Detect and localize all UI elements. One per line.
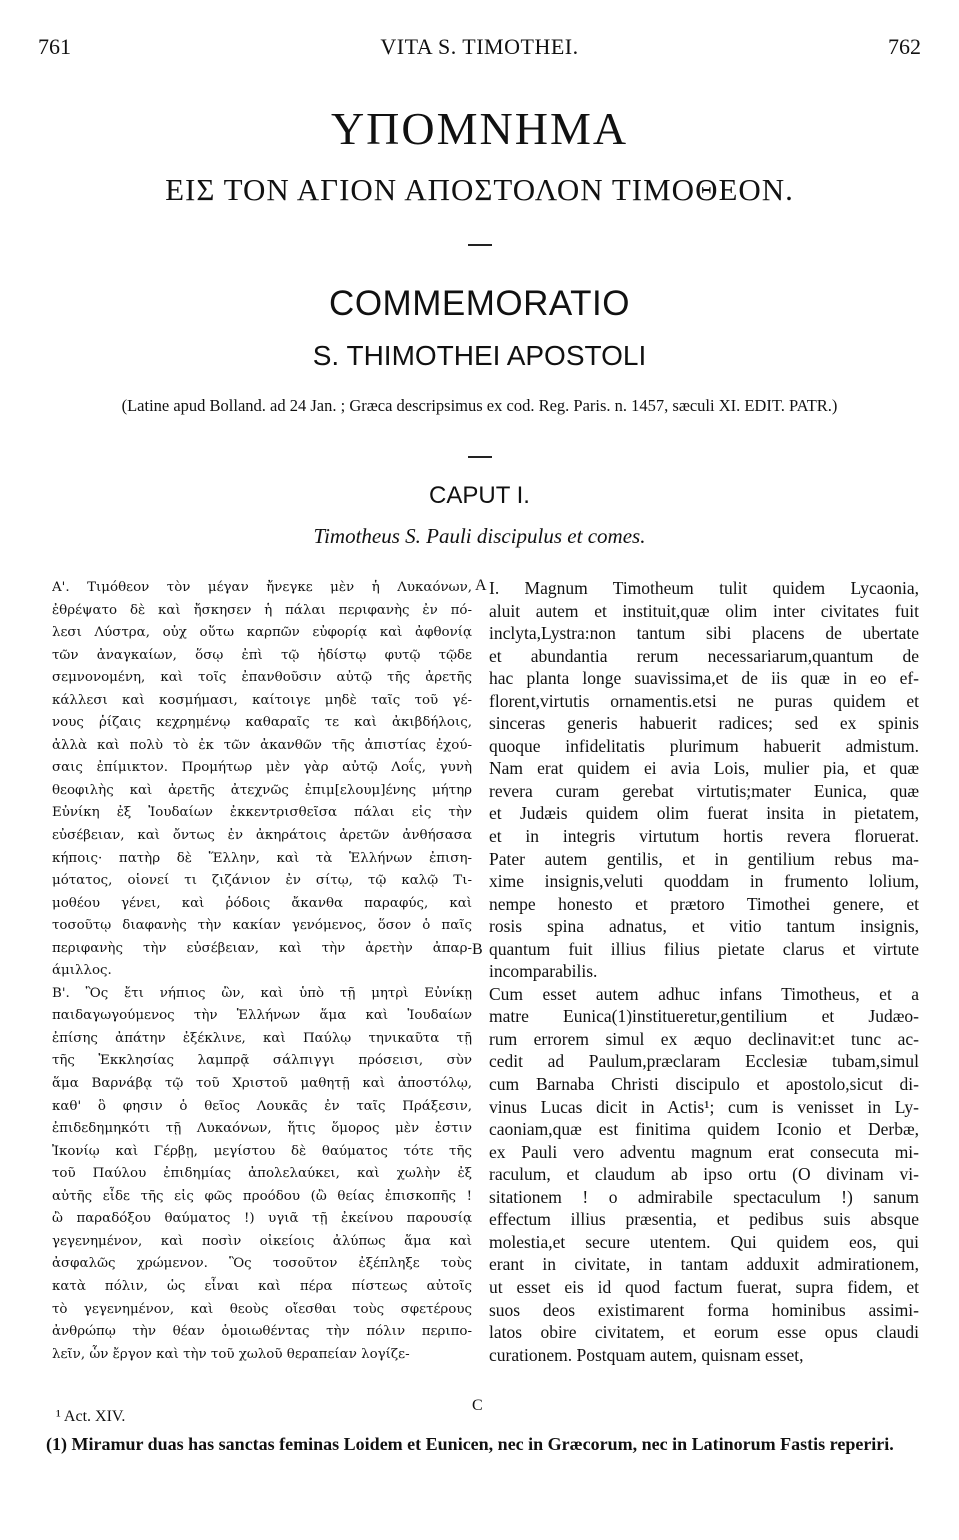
text-line: σαις ἐπίμικτον. Προμήτωρ μὲν γὰρ αὐτῷ Λοΐς, γυνὴ [52,760,472,776]
text-line: inclyta,Lystra:non tantum sibi placens de ubertate [489,623,919,644]
text-line: λεῖν, ὧν ἔργον καὶ τὴν τοῦ χωλοῦ θεραπείαν λογίζε- [52,1346,410,1362]
text-line: ἀλλὰ καὶ πολὺ τὸ ἐκ τῶν ἀκανθῶν τῆς ἀπιστίας ἐχού- [52,737,472,753]
text-line: curationem. Postquam autem, quisnam esset, [489,1344,804,1365]
text-line: et in integris virtutum hortis revera floruerat. [489,826,919,847]
page-number-right: 762 [888,34,921,59]
text-line: κατὰ πόλιν, ὡς εἶναι καὶ πέρα πίστεως αὐτοῖς [52,1278,472,1294]
text-line: ut esset eis id quod factum fuerat, supra fidem, et [489,1276,919,1297]
text-line: molestia,et secure utentem. Qui quidem eos, qui [489,1231,919,1252]
text-line: caoniam,quæ est finitima quidem Iconio et Derbæ, [489,1119,919,1140]
margin-marker-c: C [472,1397,483,1414]
greek-title: ΥΠΟΜΝΗΜΑ [330,103,629,154]
text-line: Nam erat quidem ei avia Lois, mulier pia, et quæ [489,758,919,779]
text-line: ἀνθρώπῳ τὴν θέαν ὁμοιωθέντας τὴν πόλιν περιπο- [52,1324,472,1340]
text-line: γεγενημένον, καὶ ποσὶν οἰκείοις ἀλύπως ἅμα καὶ [52,1233,472,1249]
text-line: μότατος, οἱονεί τι ζιζάνιον ἐν σίτῳ, τῷ καλῷ Τι- [52,873,472,889]
margin-marker-b: B [472,941,483,958]
text-line: ἐπίσης ἀπάτην ἐξέκλινε, καὶ Παύλῳ τηνικαῦτα τῇ [52,1030,472,1046]
text-line: ἀσφαλῶς χρώμενον. Ὃς τοσοῦτον ἐξέπληξε τοὺς [52,1256,472,1272]
text-line: τοσοῦτῳ διαφανὴς τὴν κακίαν γενόμενος, ὅσον ὁ παῖς [52,918,472,934]
text-line: Cum esset autem adhuc infans Timotheus, et a [489,983,919,1004]
text-line: μοθέου γένει, καὶ ῥόδοις ἄκανθα παραφύς, καὶ [52,895,472,911]
running-header [38,34,921,64]
text-line: νους ῥίζαις κεχρημένῳ καθαραῖς τε καὶ ἀκιβδήλοις, [52,715,472,731]
chapter-heading: CAPUT I. [429,482,530,509]
text-line: παιδαγωγούμενος τὴν Ἑλλήνων ἅμα καὶ Ἰουδαίων [52,1008,472,1024]
text-line: τῶν ἀναγκαίων, ὅσῳ ἐπὶ τῷ ἡδίστῳ φυτῷ τῷδε [52,647,472,663]
text-line: I. Magnum Timotheum tulit quidem Lycaonia, [489,578,919,598]
text-line: σεμνονομένη, καὶ τοῖς ἐπανθοῦσιν αὐτῷ τῆς ἀρετῆς [52,670,472,686]
text-line: τῆς Ἐκκλησίας λαμπρᾷ σάλπιγγι πρόσεισι, σὺν [52,1053,472,1069]
text-line: κήποις· πατὴρ δὲ Ἕλλην, καὶ τὰ Ἑλλήνων ἐπιση- [52,850,472,866]
text-line: εὐσέβειαν, καὶ ὄντως ἐν ἀκηράτοις ἀρετῶν ἀνθήσασα [52,828,472,844]
text-line: Εὐνίκη ἐξ Ἰουδαίων ἐκκεντρισθεῖσα πάλαι εἰς τὴν [52,805,472,821]
text-line: florent,virtutis ornamentis.etsi ne puras quidem et [489,690,919,711]
latin-subtitle: S. THIMOTHEI APOSTOLI [312,340,647,371]
text-line: et Judæis quidem olim fuerat insita in pietatem, [489,803,919,824]
text-line: Pater autem gentilis, et in gentilium rebus ma- [489,848,919,869]
greek-subtitle: ΕΙΣ ΤΟΝ ΑΓΙΟΝ ΑΠΟΣΤΟΛΟΝ ΤΙΜΟΘΕΟΝ. [165,172,794,207]
text-line: κάλλεσι καὶ κοσμήμασι, καίτοιγε μηδὲ ταῖς τοῦ γέ- [52,692,472,708]
text-line: nempe honesto et prætoro Timothei genere, et [489,893,919,914]
text-line: τὸ γεγενημένον, καὶ θεοὺς οἴεσθαι τοὺς σφετέρους [52,1301,472,1317]
text-line: xime insignis,veluti quoddam in frumento lolium, [489,871,919,892]
divider-rule [468,244,492,246]
page-number-left: 761 [38,34,71,59]
text-line: τοῦ Παύλου ἐπιδημίας ἀπολελαύκει, καὶ χωλὴν ἐξ [52,1166,472,1182]
text-line: hac planta longe suavissima,et de iis quæ in eo ef- [489,668,919,689]
latin-column [489,577,919,1366]
text-line: quantum fuit illius filius pietate clarus et virtute [489,938,919,959]
text-line: sinceras generis habuerit radices; sed ex spinis [489,713,919,734]
footnote-reference: ¹ Act. XIV. [56,1408,126,1425]
text-line: erant in civitate, in tantam adduxit admirationem, [489,1254,919,1275]
text-line: et abundantia rerum necessariarum,quantum de [489,645,919,666]
text-line: ἐπιδεδημηκότι τῇ Λυκαόνων, ἥτις ὅμορος μὲν ἐστιν [52,1121,472,1137]
text-line: suos deos existimarent forma hominibus assimi- [489,1299,919,1320]
text-line: matre Eunica(1)institueretur,gentilium et Judæo- [489,1006,919,1027]
margin-marker-a: A [475,577,487,594]
text-line: περιφανὴς τὴν εὐσέβειαν, καὶ τὴν ἀρετὴν ἀπαρ- [52,940,472,956]
divider-rule [468,456,492,458]
source-note: (Latine apud Bolland. ad 24 Jan. ; Græca descripsimus ex cod. Reg. Paris. n. 1457, sæculi XI. EDIT. PATR.) [121,396,838,415]
text-line: καθ' ὃ φησιν ὁ θεῖος Λουκᾶς ἐν ταῖς Πράξεσιν, [52,1098,472,1114]
text-line: Β'. Ὃς ἔτι νήπιος ὢν, καὶ ὑπὸ τῇ μητρὶ Εὐνίκῃ [52,985,472,1001]
text-line: άμιλλος. [52,963,112,979]
text-line: rum errorem simul ex æquo declinavit:et tunc ac- [489,1028,919,1049]
text-line: cum Barnaba Christi discipulo et apostolo,sicut di- [489,1074,919,1095]
text-line: latos obire civitatem, et eorum esse opus claudi [489,1322,919,1343]
text-line: ὢ παραδόξου θαύματος !) υγιᾶ τῇ ἐκείνου παρουσίᾳ [52,1211,472,1227]
text-line: ἐθρέψατο δὲ καὶ ἤσκησεν ἡ πάλαι περιφανὴς ἐν πό- [52,602,472,618]
text-line: ἅμα Βαρνάβᾳ τῷ τοῦ Χριστοῦ μαθητῇ καὶ ἀποστόλῳ, [52,1076,472,1092]
text-line: effectum illius præsentia, et pedibus suis absque [489,1209,919,1230]
text-line: revera curam gerebat virtutis;mater Eunica, quæ [489,780,919,801]
greek-column [52,577,472,1366]
text-line: aluit autem et instituit,quæ olim inter civitates fuit [489,600,919,621]
footnote-text: (1) Miramur duas has sanctas feminas Loidem et Eunicen, nec in Græcorum, nec in Latinorum Fastis reperiri. [46,1434,894,1454]
text-line: vinus Lucas dicit in Actis¹; cum is venisset in Ly- [489,1096,919,1117]
latin-title: COMMEMORATIO [329,284,630,323]
text-line: incomparabilis. [489,961,598,982]
text-line: αὐτῆς εἶδε τῆς εἰς φῶς προόδου (ὢ θείας ἐπισκοπῆς ! [52,1188,472,1204]
text-line: ex Pauli vero adventu magnum erat consecuta mi- [489,1141,919,1162]
text-line: θεοφιλὴς καὶ ἀρετῆς ἀτεχνῶς ἐπιμ[ελουμ]ένης μήτηρ [52,782,472,798]
text-line: Α'. Τιμόθεον τὸν μέγαν ἤνεγκε μὲν ἡ Λυκαόνων, [52,580,472,595]
text-line: cedit ad Paulum,præclaram Ecclesiæ tubam,simul [489,1051,919,1072]
chapter-subtitle: Timotheus S. Pauli discipulus et comes. [313,524,646,548]
text-line: Ἰκονίῳ καὶ Γέρβῃ, μεγίστου δὲ θαύματος τότε τῆς [52,1143,472,1159]
text-line: quoque infidelitatis plurimum habuerit admistum. [489,735,919,756]
running-title: VITA S. TIMOTHEI. [380,34,579,59]
text-line: rosis spina adnatus, et vitio tantum insignis, [489,916,919,937]
text-line: raculum, et claudum ab ipso ortu (O divinam vi- [489,1164,919,1185]
text-line: λεσι Λύστρα, οὐχ οὕτω καρπῶν εὐφορίᾳ καὶ ἀφθονίᾳ [52,625,472,641]
text-line: sitationem ! o admirabile spectaculum !) sanum [489,1186,919,1207]
